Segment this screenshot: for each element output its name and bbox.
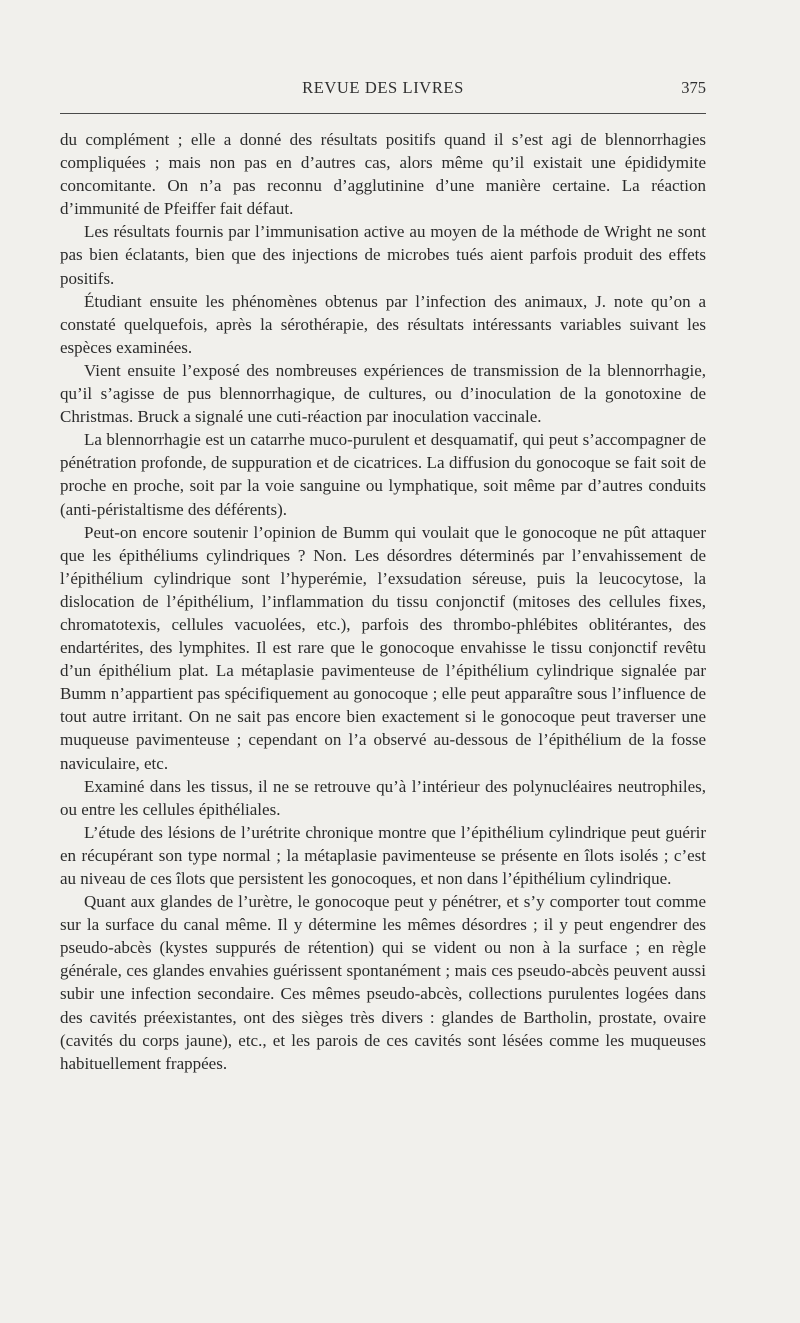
page-header [60, 79, 706, 101]
paragraph: du complément ; elle a donné des résultats positifs quand il s’est agi de blennorrhagies compliquées ; mais non pas en d’autres cas, alors même qu’il existait une épididymite concomitante. On n’a pas reconnu d’agglutinine d’une manière certaine. La réaction d’immunité de Pfeiffer fait défaut. [60, 130, 706, 219]
article-body [60, 128, 706, 1075]
page-number: 375 [681, 78, 706, 97]
paragraph: Les résultats fournis par l’immunisation active au moyen de la méthode de Wright ne sont pas bien éclatants, bien que des injections de microbes tués aient parfois produit des effets positifs. [60, 222, 706, 288]
header-rule [60, 113, 706, 114]
paragraph: L’étude des lésions de l’urétrite chronique montre que l’épithélium cylindrique peut guérir en récupérant son type normal ; la métaplasie pavimenteuse se présente en îlots isolés ; c’est au niveau de ces îlots que persistent les gonocoques, et non dans l’épithélium cylindrique. [60, 822, 706, 888]
paragraph: Vient ensuite l’exposé des nombreuses expériences de transmission de la blennorrhagie, qu’il s’agisse de pus blennorrhagique, de cultures, ou d’inoculation de la gonotoxine de Christmas. Bruck a signalé une cuti-réaction par inoculation vaccinale. [60, 360, 706, 427]
paragraph: Peut-on encore soutenir l’opinion de Bumm qui voulait que le gonocoque ne pût attaquer que les épithéliums cylindriques ? Non. Les désordres déterminés par l’envahissement de l’épithélium cylindrique sont l’hyperémie, l’exsudation séreuse, puis la leucocytose, la dislocation de l’épithélium, l’inflammation du tissu conjonctif (mitoses des cellules fixes, chromatotexis, cellules vacuolées, etc.), parfois des thrombo-phlébites oblitérantes, des endartérites, des lymphites. Il est rare que le gonocoque envahisse le tissu conjonctif revêtu d’un épithélium plat. La métaplasie pavimenteuse de l’épithélium cylindrique signalée par Bumm n’appartient pas spécifiquement au gonocoque ; elle peut apparaître sous l’influence de tout autre irritant. On ne sait pas encore bien exactement si le gonocoque peut traverser une muqueuse pavimenteuse ; cependant on l’a observé au-dessous de l’épithélium de la fosse naviculaire, etc. [60, 522, 706, 773]
paragraph: La blennorrhagie est un catarrhe muco-purulent et desquamatif, qui peut s’accompagner de pénétration profonde, de suppuration et de cicatrices. La diffusion du gonocoque se fait soit de proche en proche, soit par la voie sanguine ou lymphatique, soit même par d’autres conduits (anti-péristaltisme des déférents). [60, 430, 706, 519]
paragraph: Étudiant ensuite les phénomènes obtenus par l’infection des animaux, J. note qu’on a constaté quelquefois, après la sérothérapie, des résultats intéressants variables suivant les espèces examinées. [60, 291, 706, 357]
paragraph: Quant aux glandes de l’urètre, le gonocoque peut y pénétrer, et s’y comporter tout comme sur la surface du canal même. Il y détermine les mêmes désordres ; il y peut engendrer des pseudo-abcès (kystes suppurés de rétention) qui se vident ou non à la surface ; en règle générale, ces glandes envahies guérissent spontanément ; mais ces pseudo-abcès peuvent aussi subir une infection secondaire. Ces mêmes pseudo-abcès, collections purulentes logées dans des cavités préexistantes, ont des sièges très divers : glandes de Bartholin, prostate, ovaire (cavités du corps jaune), etc., et les parois de ces cavités sont lésées comme les muqueuses habituellement frappées. [60, 892, 706, 1073]
paragraph: Examiné dans les tissus, il ne se retrouve qu’à l’intérieur des polynucléaires neutrophiles, ou entre les cellules épithéliales. [60, 776, 706, 819]
running-title: REVUE DES LIVRES [302, 78, 464, 97]
